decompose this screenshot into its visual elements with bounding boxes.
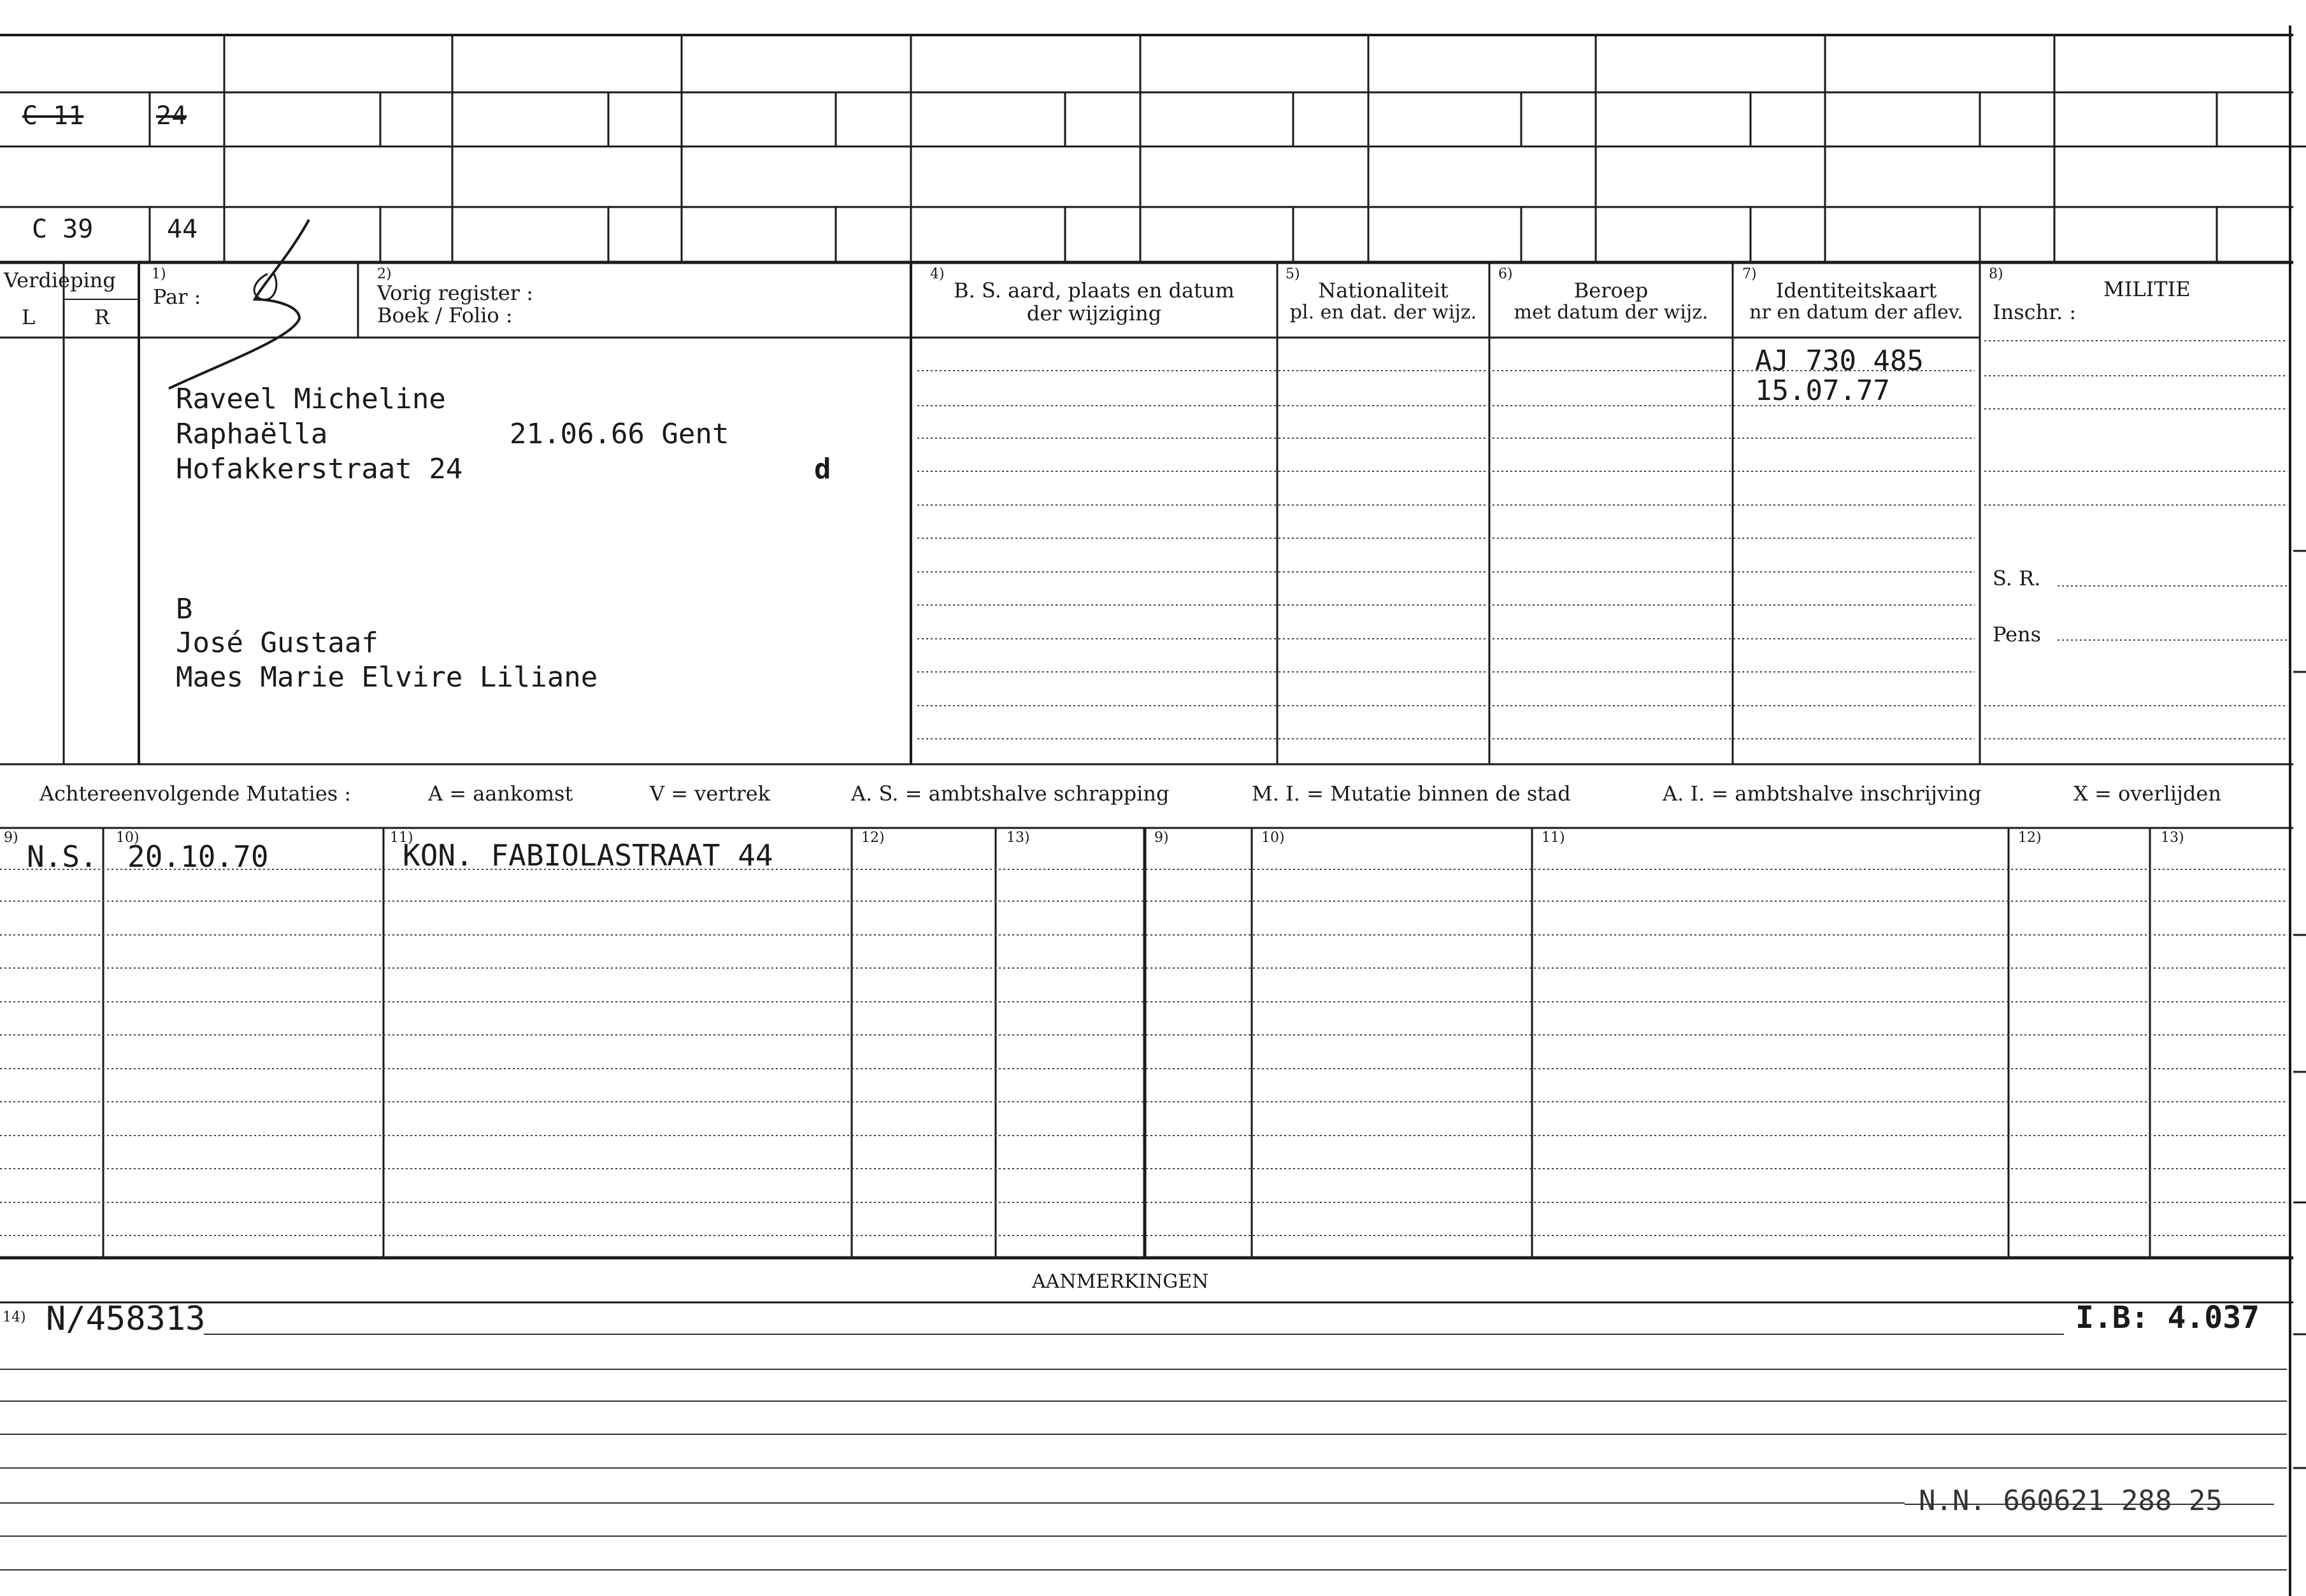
mut-col9-number: 9) [4, 830, 18, 846]
legend-aankomst: A = aankomst [428, 781, 573, 806]
father-name: José Gustaaf [176, 627, 378, 659]
col6-number: 6) [1498, 266, 1513, 282]
beroep-label: Beroep [1573, 278, 1649, 303]
mut-col13b-number: 13) [2161, 830, 2184, 846]
militie-title: MILITIE [2103, 277, 2191, 301]
person-address: Hofakkerstraat 24 [176, 453, 463, 485]
folio-code: 44 [167, 215, 198, 244]
identiteitskaart-sub-label: nr en datum der aflev. [1749, 301, 1963, 324]
mother-name: Maes Marie Elvire Liliane [176, 661, 598, 694]
address-mark: d [814, 453, 831, 485]
remarks-ib: I.B: 4.037 [2075, 1300, 2259, 1336]
mut-col10b-number: 10) [1261, 830, 1285, 846]
mut-col12-number: 12) [861, 830, 885, 846]
verdieping-l-label: L [22, 305, 36, 329]
sr-label: S. R. [1993, 566, 2041, 590]
remarks-title: AANMERKINGEN [1032, 1271, 1209, 1293]
birth-date-place: 21.06.66 Gent [510, 418, 729, 450]
mut-col11b-number: 11) [1542, 830, 1565, 846]
col8-number: 8) [1989, 266, 2003, 282]
mut-col13-number: 13) [1006, 830, 1030, 846]
pens-label: Pens [1993, 622, 2042, 646]
legend-vertrek: V = vertrek [650, 781, 771, 806]
mutations-legend-title: Achtereenvolgende Mutaties : [39, 781, 352, 806]
mutation-address: KON. FABIOLASTRAAT 44 [403, 838, 773, 873]
mut-col10-number: 10) [116, 830, 140, 846]
person-given-name: Raphaëlla [176, 418, 328, 450]
col2-number: 2) [377, 266, 392, 282]
bs-label-1: B. S. aard, plaats en datum [954, 278, 1235, 303]
mut-col9b-number: 9) [1154, 830, 1169, 846]
col7-number: 7) [1742, 266, 1757, 282]
mut-col12b-number: 12) [2018, 830, 2042, 846]
person-name: Raveel Micheline [176, 383, 446, 415]
remarks-number: 14) [3, 1309, 26, 1325]
identity-card-date: 15.07.77 [1755, 374, 1890, 407]
col5-number: 5) [1285, 266, 1300, 282]
mut-col11-number: 11) [390, 830, 413, 846]
verdieping-label: Verdieping [4, 268, 116, 292]
inschr-label: Inschr. : [1993, 300, 2077, 324]
verdieping-r-label: R [94, 305, 110, 329]
legend-overlijden: X = overlijden [2073, 781, 2221, 806]
nationaliteit-label: Nationaliteit [1318, 278, 1449, 303]
national-number: N.N. 660621 288 25 [1919, 1485, 2223, 1517]
mutation-code: N.S. [27, 839, 97, 874]
identity-card-number: AJ 730 485 [1755, 345, 1924, 377]
boek-folio-label: Boek / Folio : [377, 303, 513, 327]
nationaliteit-sub-label: pl. en dat. der wijz. [1289, 301, 1477, 324]
bs-label-2: der wijziging [1026, 301, 1162, 325]
col1-number: 1) [152, 266, 166, 282]
remarks-reference: N/458313 [46, 1300, 206, 1338]
par-label: Par : [153, 285, 201, 309]
beroep-sub-label: met datum der wijz. [1514, 301, 1708, 324]
old-section-code: C 11 [22, 101, 84, 131]
parents-heading: B [176, 593, 193, 625]
legend-ambtshalve-inschrijving: A. I. = ambtshalve inschrijving [1663, 781, 1982, 806]
mutation-date: 20.10.70 [127, 839, 269, 874]
vorig-register-label: Vorig register : [377, 281, 534, 305]
legend-ambtshalve-schrapping: A. S. = ambtshalve schrapping [851, 781, 1170, 806]
identiteitskaart-label: Identiteitskaart [1775, 278, 1937, 303]
section-code: C 39 [32, 215, 94, 244]
legend-mutatie-stad: M. I. = Mutatie binnen de stad [1252, 781, 1571, 806]
old-folio-code: 24 [156, 101, 187, 131]
col4-number: 4) [930, 266, 945, 282]
